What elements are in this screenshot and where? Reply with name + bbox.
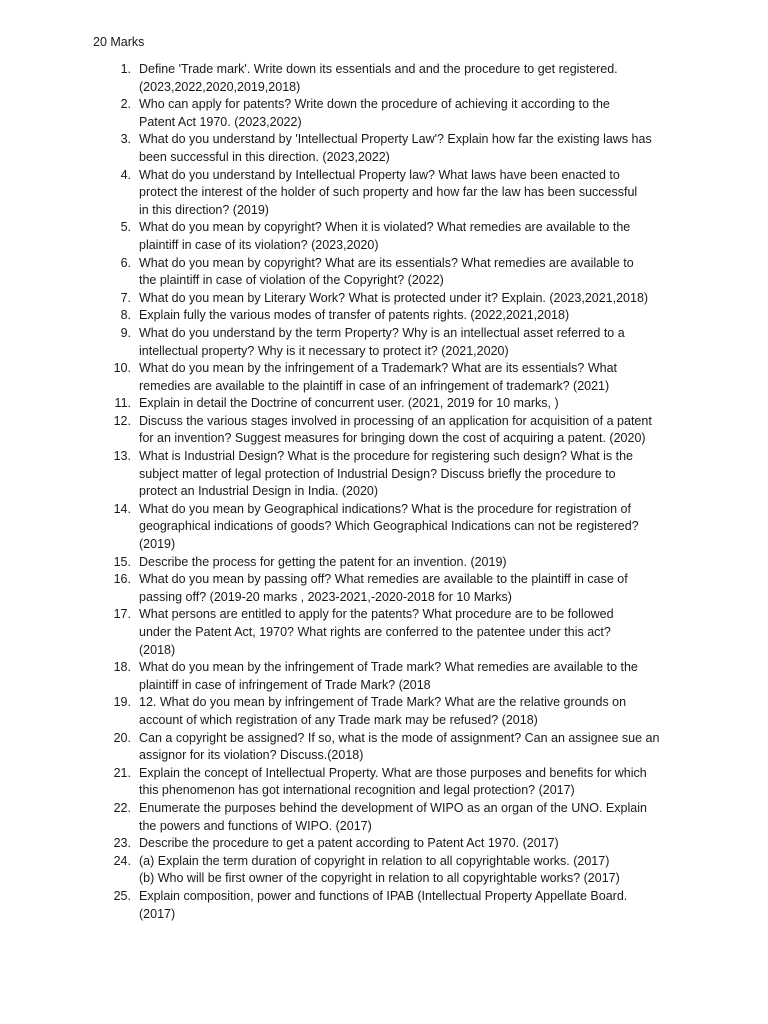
- question-item: [0, 888, 679, 923]
- question-item: [0, 448, 679, 501]
- question-text-line: Define 'Trade mark'. Write down its essentials and and the procedure to get registered.: [139, 62, 618, 76]
- question-item: [0, 307, 679, 325]
- question-item: [0, 61, 679, 96]
- question-number: 8.: [120, 308, 131, 323]
- question-text-line: Explain fully the various modes of transfer of patents rights. (2022,2021,2018): [139, 308, 570, 323]
- question-text-line: the powers and functions of WIPO. (2017): [139, 818, 372, 833]
- question-item: [0, 571, 679, 606]
- question-item: [0, 659, 679, 694]
- question-text-line: Discuss the various stages involved in processing of an application for acquisition of a patent: [139, 413, 652, 428]
- question-number: 24.: [113, 853, 131, 868]
- question-text-line: in this direction? (2019): [139, 202, 269, 217]
- question-item: [0, 606, 679, 659]
- question-number: 15.: [113, 554, 131, 569]
- question-number: 14.: [113, 501, 131, 516]
- question-number: 23.: [113, 836, 131, 851]
- question-text-line: remedies are available to the plaintiff in case of an infringement of trademark? (2021): [139, 378, 610, 393]
- question-item: [0, 325, 679, 360]
- question-number: 19.: [113, 695, 131, 710]
- question-item: [0, 730, 679, 765]
- question-number: 11.: [114, 396, 131, 411]
- question-text-line: for an invention? Suggest measures for bringing down the cost of acquiring a patent. (2020): [139, 431, 646, 446]
- question-text-line: been successful in this direction. (2023,2022): [139, 149, 390, 164]
- question-text-line: (a) Explain the term duration of copyright in relation to all copyrightable works. (2017): [139, 853, 610, 868]
- question-text-line: What do you mean by Geographical indications? What is the procedure for registration of: [139, 501, 631, 516]
- question-text-line: Explain in detail the Doctrine of concurrent user. (2021, 2019 for 10 marks, ): [139, 396, 559, 411]
- question-number: 4.: [120, 167, 131, 182]
- question-number: 6.: [120, 255, 131, 270]
- question-text-line: (b) Who will be first owner of the copyright in relation to all copyrightable works? (2017): [139, 871, 620, 886]
- question-text-line: (2019): [139, 537, 176, 552]
- question-item: [0, 413, 679, 448]
- question-text-line: What do you understand by the term Property? Why is an intellectual asset referred to a: [139, 325, 625, 340]
- question-number: 3.: [120, 132, 131, 147]
- question-number: 12.: [113, 413, 131, 428]
- question-item: [0, 167, 679, 220]
- question-item: [0, 835, 679, 853]
- question-number: 22.: [113, 800, 131, 815]
- question-list: [0, 61, 768, 923]
- question-item: [0, 131, 679, 166]
- question-text-line: What do you understand by Intellectual Property law? What laws have been enacted to: [139, 167, 620, 182]
- question-number: 10.: [113, 361, 131, 376]
- question-text-line: Patent Act 1970. (2023,2022): [139, 114, 302, 129]
- question-text-line: geographical indications of goods? Which Geographical Indications can not be registered?: [139, 519, 639, 534]
- question-item: [0, 800, 679, 835]
- question-text-line: What do you mean by the infringement of Trade mark? What remedies are available to the: [139, 660, 638, 675]
- question-text-line: account of which registration of any Trade mark may be refused? (2018): [139, 712, 538, 727]
- question-number: 20.: [113, 730, 131, 745]
- question-text-line: (2017): [139, 906, 176, 921]
- question-text-line: What do you mean by the infringement of a Trademark? What are its essentials? What: [139, 361, 618, 376]
- question-text-line: this phenomenon has got international recognition and legal protection? (2017): [139, 783, 575, 798]
- question-text-line: plaintiff in case of infringement of Trade Mark? (2018: [139, 677, 431, 692]
- question-item: [0, 765, 679, 800]
- question-text-line: Explain composition, power and functions of IPAB (Intellectual Property Appellate Board.: [139, 888, 628, 903]
- question-text-line: 12. What do you mean by infringement of Trade Mark? What are the relative grounds on: [139, 695, 627, 710]
- question-text-line: What do you understand by 'Intellectual Property Law'? Explain how far the existing laws has: [139, 132, 652, 147]
- question-number: 13.: [113, 449, 131, 464]
- question-text-line: Who can apply for patents? Write down the procedure of achieving it according to the: [139, 97, 610, 112]
- question-number: 16.: [113, 572, 131, 587]
- question-number: 25.: [113, 888, 131, 903]
- question-item: [0, 219, 679, 254]
- question-item: [0, 395, 679, 413]
- question-number: 21.: [113, 765, 131, 780]
- question-number: 7.: [120, 290, 131, 305]
- question-text-line: Describe the process for getting the patent for an invention. (2019): [139, 554, 507, 569]
- question-item: [0, 360, 679, 395]
- question-number: 1.: [120, 62, 131, 76]
- question-number: 2.: [120, 97, 131, 112]
- page-heading: 20 Marks: [93, 35, 145, 49]
- question-text-line: under the Patent Act, 1970? What rights are conferred to the patentee under this act?: [139, 625, 611, 639]
- question-number: 9.: [120, 325, 131, 340]
- question-text-line: the plaintiff in case of violation of the Copyright? (2022): [139, 273, 444, 288]
- question-text-line: What is Industrial Design? What is the procedure for registering such design? What is the: [139, 449, 633, 464]
- question-text-line: passing off? (2019-20 marks , 2023-2021,-2020-2018 for 10 Marks): [139, 589, 512, 604]
- question-text-line: What persons are entitled to apply for the patents? What procedure are to be followed: [139, 607, 614, 622]
- question-item: [0, 96, 679, 131]
- question-text-line: Describe the procedure to get a patent according to Patent Act 1970. (2017): [139, 836, 559, 851]
- question-item: [0, 255, 679, 290]
- question-text-line: assignor for its violation? Discuss.(2018): [139, 748, 364, 763]
- question-text-line: protect an Industrial Design in India. (2020): [139, 484, 379, 499]
- question-text-line: What do you mean by copyright? When it is violated? What remedies are available to the: [139, 220, 631, 235]
- question-text-line: Can a copyright be assigned? If so, what is the mode of assignment? Can an assignee sue an: [139, 730, 660, 745]
- question-text-line: plaintiff in case of its violation? (2023,2020): [139, 237, 379, 252]
- question-number: 17.: [113, 607, 131, 622]
- question-text-line: intellectual property? Why is it necessary to protect it? (2021,2020): [139, 343, 509, 358]
- question-number: 18.: [113, 660, 131, 675]
- question-item: [0, 853, 679, 888]
- question-text-line: (2018): [139, 642, 176, 657]
- question-item: [0, 694, 679, 729]
- question-item: [0, 554, 679, 572]
- question-text-line: Enumerate the purposes behind the development of WIPO as an organ of the UNO. Explain: [139, 800, 647, 815]
- question-text-line: protect the interest of the holder of such property and how far the law has been successful: [139, 185, 638, 200]
- question-text-line: Explain the concept of Intellectual Property. What are those purposes and benefits for which: [139, 765, 647, 780]
- question-text-line: subject matter of legal protection of Industrial Design? Discuss briefly the procedure to: [139, 466, 616, 481]
- question-item: [0, 501, 679, 554]
- question-text-line: What do you mean by Literary Work? What is protected under it? Explain. (2023,2021,2018): [139, 290, 649, 305]
- question-number: 5.: [120, 220, 131, 235]
- question-item: [0, 290, 679, 308]
- question-text-line: What do you mean by copyright? What are its essentials? What remedies are available to: [139, 255, 634, 270]
- question-text-line: What do you mean by passing off? What remedies are available to the plaintiff in case of: [139, 572, 628, 587]
- question-text-line: (2023,2022,2020,2019,2018): [139, 79, 301, 94]
